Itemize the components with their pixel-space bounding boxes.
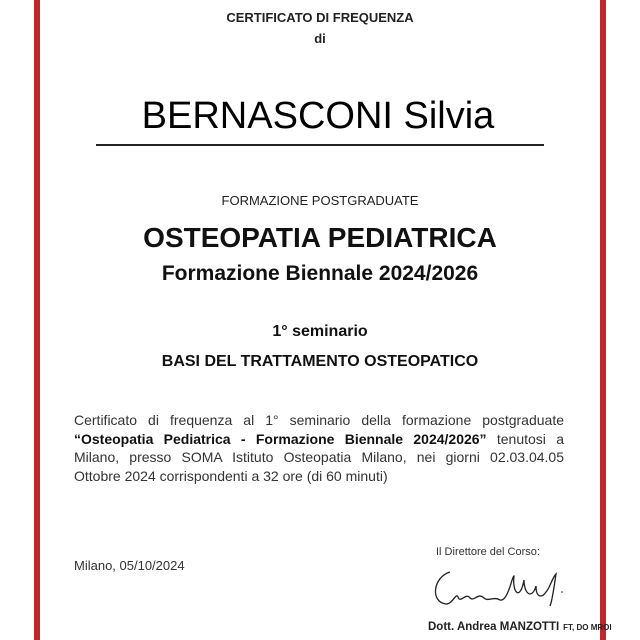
course-title: OSTEOPATIA PEDIATRICA bbox=[143, 222, 497, 253]
director-name bbox=[428, 621, 612, 633]
certificate-body bbox=[74, 411, 564, 485]
body-text-1: Certificato di frequenza al 1° seminario della formazione postgraduate bbox=[74, 412, 564, 428]
body-text-2: tenutosi a Milano, presso SOMA Istituto Osteopatia Milano, nei giorni 02.03.04.05 Ottobre 2024 corrispondenti a 32 ore (di 60 minuti) bbox=[74, 430, 564, 484]
course-type: FORMAZIONE POSTGRADUATE bbox=[221, 193, 419, 208]
director-name-text: Dott. Andrea MANZOTTI bbox=[428, 621, 560, 633]
recipient-name: BERNASCONI Silvia bbox=[141, 95, 495, 137]
director-label: Il Direttore del Corso: bbox=[436, 546, 540, 558]
director-titles: FT, DO MROI bbox=[563, 623, 612, 632]
certificate-of: di bbox=[314, 31, 326, 46]
name-underline bbox=[96, 144, 544, 146]
course-subtitle: Formazione Biennale 2024/2026 bbox=[161, 262, 479, 285]
seminar-title: BASI DEL TRATTAMENTO OSTEOPATICO bbox=[161, 353, 479, 370]
seminar-number: 1° seminario bbox=[272, 323, 368, 340]
signature-image bbox=[428, 562, 568, 612]
body-course-name: “Osteopatia Pediatrica - Formazione Biennale 2024/2026” bbox=[74, 430, 487, 447]
place-date: Milano, 05/10/2024 bbox=[74, 558, 185, 573]
certificate-heading: CERTIFICATO DI FREQUENZA bbox=[226, 10, 414, 25]
